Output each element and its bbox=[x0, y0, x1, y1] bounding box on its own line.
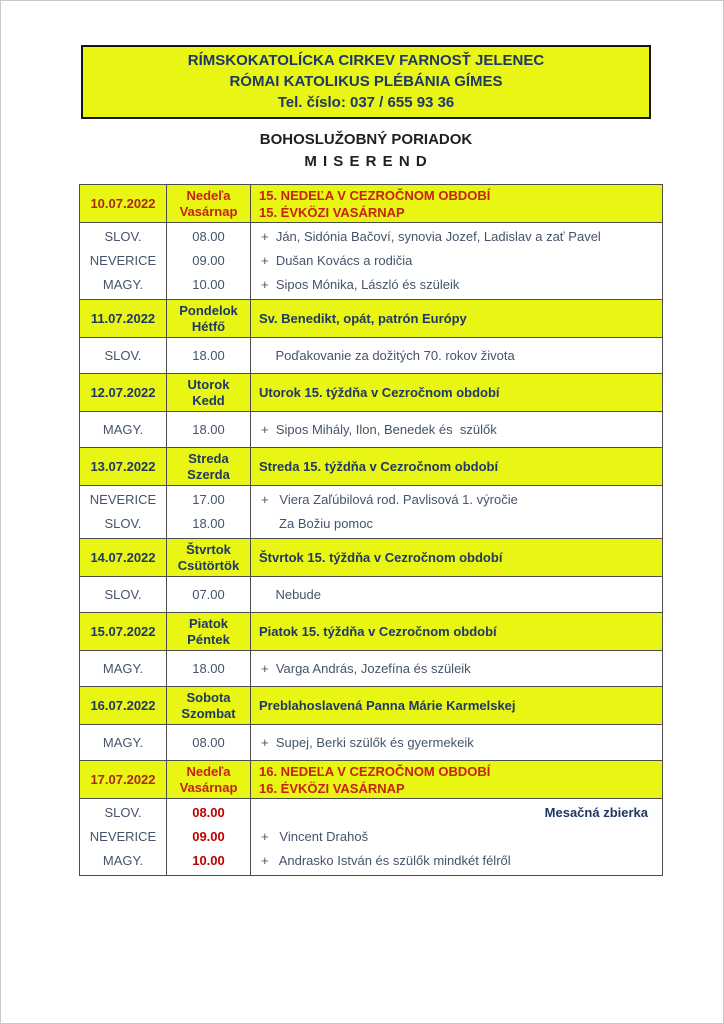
intention-text: Za Božiu pomoc bbox=[261, 516, 373, 531]
time-cell bbox=[167, 799, 251, 876]
place-stack bbox=[80, 581, 166, 609]
time-stack bbox=[167, 799, 250, 875]
intention-text: + Sipos Mónika, László és szüleik bbox=[261, 277, 460, 292]
intention-stack bbox=[251, 223, 662, 299]
day-name-cell bbox=[167, 761, 251, 799]
day-name-line: Piatok bbox=[188, 615, 228, 631]
place-cell bbox=[80, 725, 167, 761]
schedule-title-hungarian: M I S E R E N D bbox=[304, 153, 428, 170]
intention-cell bbox=[251, 799, 663, 876]
date-cell: 13.07.2022 bbox=[80, 448, 167, 486]
day-name-line: Szerda bbox=[187, 466, 230, 482]
place-label: SLOV. bbox=[104, 805, 142, 820]
intention-stack bbox=[251, 799, 662, 875]
mass-row bbox=[80, 577, 663, 613]
time-stack bbox=[167, 223, 250, 299]
time-value: 10.00 bbox=[192, 277, 225, 292]
place-label: SLOV. bbox=[104, 516, 142, 531]
intention-text: + Sipos Mihály, Ilon, Benedek és szülők bbox=[261, 421, 497, 437]
schedule-title-slovak: BOHOSLUŽOBNÝ PORIADOK bbox=[259, 131, 473, 148]
time-value: 18.00 bbox=[192, 660, 225, 676]
day-header-row bbox=[80, 613, 663, 651]
intention-cell bbox=[251, 577, 663, 613]
day-name-cell bbox=[167, 539, 251, 577]
time-stack bbox=[167, 416, 250, 444]
time-stack bbox=[167, 342, 250, 370]
place-cell bbox=[80, 412, 167, 448]
intention-stack bbox=[251, 416, 662, 444]
day-name-line: Péntek bbox=[187, 631, 230, 647]
intention-cell bbox=[251, 223, 663, 300]
feast-title-cell bbox=[251, 539, 663, 577]
parish-phone: Tel. číslo: 037 / 655 93 36 bbox=[277, 94, 455, 111]
schedule-table bbox=[79, 184, 663, 876]
schedule-table-body bbox=[80, 185, 663, 876]
time-value: 08.00 bbox=[192, 229, 225, 244]
feast-title-line: 15. NEDEĽA V CEZROČNOM OBDOBÍ bbox=[259, 187, 491, 203]
day-name-line: Štvrtok bbox=[186, 541, 231, 557]
place-label: MAGY. bbox=[102, 734, 144, 750]
time-stack bbox=[167, 486, 250, 538]
time-value: 08.00 bbox=[192, 805, 225, 820]
place-label: NEVERICE bbox=[89, 492, 157, 507]
day-header-row bbox=[80, 448, 663, 486]
day-name-line: Hétfő bbox=[191, 318, 226, 334]
feast-title-cell bbox=[251, 185, 663, 223]
place-cell bbox=[80, 223, 167, 300]
feast-title-cell bbox=[251, 374, 663, 412]
place-stack bbox=[80, 416, 166, 444]
day-header-row bbox=[80, 539, 663, 577]
time-value: 18.00 bbox=[192, 516, 225, 531]
intention-cell bbox=[251, 486, 663, 539]
date-cell: 17.07.2022 bbox=[80, 761, 167, 799]
intention-stack bbox=[251, 729, 662, 757]
place-cell bbox=[80, 577, 167, 613]
intention-stack bbox=[251, 655, 662, 683]
feast-title-cell bbox=[251, 687, 663, 725]
time-cell bbox=[167, 223, 251, 300]
place-label: SLOV. bbox=[104, 586, 142, 602]
place-stack bbox=[80, 729, 166, 757]
intention-cell bbox=[251, 651, 663, 687]
feast-title-cell bbox=[251, 300, 663, 338]
place-label: MAGY. bbox=[102, 660, 144, 676]
feast-title-line: Sv. Benedikt, opát, patrón Európy bbox=[259, 311, 467, 326]
intention-cell bbox=[251, 412, 663, 448]
intention-text: + Andrasko István és szülők mindkét félről bbox=[261, 853, 511, 868]
place-label: NEVERICE bbox=[89, 829, 157, 844]
intention-text: Poďakovanie za dožitých 70. rokov života bbox=[261, 347, 515, 363]
day-name-cell bbox=[167, 374, 251, 412]
intention-cell bbox=[251, 338, 663, 374]
parish-header-box bbox=[81, 45, 651, 119]
time-value: 09.00 bbox=[192, 829, 225, 844]
day-header-row bbox=[80, 374, 663, 412]
place-cell bbox=[80, 338, 167, 374]
day-name-line: Utorok bbox=[187, 376, 230, 392]
date-cell: 12.07.2022 bbox=[80, 374, 167, 412]
time-stack bbox=[167, 581, 250, 609]
day-name-line: Vasárnap bbox=[179, 203, 238, 219]
intention-cell bbox=[251, 725, 663, 761]
mass-row bbox=[80, 223, 663, 300]
place-label: NEVERICE bbox=[89, 253, 157, 268]
time-cell bbox=[167, 651, 251, 687]
place-label: MAGY. bbox=[102, 421, 144, 437]
date-cell: 15.07.2022 bbox=[80, 613, 167, 651]
place-stack bbox=[80, 655, 166, 683]
place-label: SLOV. bbox=[104, 229, 142, 244]
parish-name-slovak: RÍMSKOKATOLÍCKA CIRKEV FARNOSŤ JELENEC bbox=[187, 52, 545, 69]
place-stack bbox=[80, 342, 166, 370]
feast-title-cell bbox=[251, 613, 663, 651]
day-name-line: Sobota bbox=[186, 689, 231, 705]
date-cell: 14.07.2022 bbox=[80, 539, 167, 577]
collection-note: Mesačná zbierka bbox=[544, 805, 648, 820]
place-label: SLOV. bbox=[104, 347, 142, 363]
intention-stack bbox=[251, 342, 662, 370]
time-stack bbox=[167, 655, 250, 683]
day-name-cell bbox=[167, 687, 251, 725]
document-title bbox=[81, 129, 651, 173]
intention-text: + Ján, Sidónia Bačoví, synovia Jozef, Ladislav a zať Pavel bbox=[261, 229, 601, 244]
time-value: 18.00 bbox=[192, 421, 225, 437]
feast-title-line: Utorok 15. týždňa v Cezročnom období bbox=[259, 385, 500, 400]
intention-text: Nebude bbox=[261, 586, 321, 602]
feast-title-line: Štvrtok 15. týždňa v Cezročnom období bbox=[259, 550, 503, 565]
feast-title-line: 16. ÉVKÖZI VASÁRNAP bbox=[259, 780, 405, 796]
intention-text: + Varga András, Jozefína és szüleik bbox=[261, 660, 471, 676]
parish-name-hungarian: RÓMAI KATOLIKUS PLÉBÁNIA GÍMES bbox=[229, 73, 503, 90]
time-value: 07.00 bbox=[192, 586, 225, 602]
time-cell bbox=[167, 486, 251, 539]
place-label: MAGY. bbox=[102, 853, 144, 868]
day-name-line: Kedd bbox=[192, 392, 225, 408]
feast-title-line: Streda 15. týždňa v Cezročnom období bbox=[259, 459, 499, 474]
intention-stack bbox=[251, 581, 662, 609]
time-cell bbox=[167, 338, 251, 374]
day-name-cell bbox=[167, 448, 251, 486]
day-name-line: Nedeľa bbox=[186, 187, 231, 203]
feast-title-cell bbox=[251, 761, 663, 799]
intention-text bbox=[251, 801, 662, 825]
day-name-line: Vasárnap bbox=[179, 779, 238, 795]
day-name-cell bbox=[167, 613, 251, 651]
feast-title-line: 16. NEDEĽA V CEZROČNOM OBDOBÍ bbox=[259, 763, 491, 779]
time-cell bbox=[167, 412, 251, 448]
place-stack bbox=[80, 799, 166, 875]
time-cell bbox=[167, 725, 251, 761]
time-stack bbox=[167, 729, 250, 757]
time-value: 17.00 bbox=[192, 492, 225, 507]
time-value: 18.00 bbox=[192, 347, 225, 363]
time-value: 09.00 bbox=[192, 253, 225, 268]
mass-row bbox=[80, 338, 663, 374]
mass-row bbox=[80, 799, 663, 876]
mass-row bbox=[80, 725, 663, 761]
day-name-cell bbox=[167, 185, 251, 223]
feast-title-line: Piatok 15. týždňa v Cezročnom období bbox=[259, 624, 497, 639]
day-name-line: Streda bbox=[188, 450, 229, 466]
intention-text: + Viera Zaľúbilová rod. Pavlisová 1. výročie bbox=[261, 492, 518, 507]
mass-row bbox=[80, 412, 663, 448]
time-value: 10.00 bbox=[192, 853, 225, 868]
mass-row bbox=[80, 651, 663, 687]
feast-title-line: 15. ÉVKÖZI VASÁRNAP bbox=[259, 204, 405, 220]
time-value: 08.00 bbox=[192, 734, 225, 750]
intention-text: + Dušan Kovács a rodičia bbox=[261, 253, 413, 268]
day-header-row bbox=[80, 761, 663, 799]
time-cell bbox=[167, 577, 251, 613]
mass-row bbox=[80, 486, 663, 539]
day-name-cell bbox=[167, 300, 251, 338]
place-stack bbox=[80, 223, 166, 299]
day-header-row bbox=[80, 300, 663, 338]
place-stack bbox=[80, 486, 166, 538]
feast-title-cell bbox=[251, 448, 663, 486]
intention-text: + Supej, Berki szülők és gyermekeik bbox=[261, 734, 474, 750]
place-cell bbox=[80, 486, 167, 539]
place-cell bbox=[80, 651, 167, 687]
date-cell: 11.07.2022 bbox=[80, 300, 167, 338]
date-cell: 16.07.2022 bbox=[80, 687, 167, 725]
intention-stack bbox=[251, 486, 662, 538]
feast-title-line: Preblahoslavená Panna Márie Karmelskej bbox=[259, 698, 516, 713]
place-cell bbox=[80, 799, 167, 876]
day-name-line: Nedeľa bbox=[186, 763, 231, 779]
day-name-line: Pondelok bbox=[179, 302, 238, 318]
day-name-line: Szombat bbox=[181, 705, 236, 721]
date-cell: 10.07.2022 bbox=[80, 185, 167, 223]
day-name-line: Csütörtök bbox=[177, 557, 240, 573]
intention-text: + Vincent Drahoš bbox=[261, 829, 369, 844]
place-label: MAGY. bbox=[102, 277, 144, 292]
day-header-row bbox=[80, 185, 663, 223]
day-header-row bbox=[80, 687, 663, 725]
